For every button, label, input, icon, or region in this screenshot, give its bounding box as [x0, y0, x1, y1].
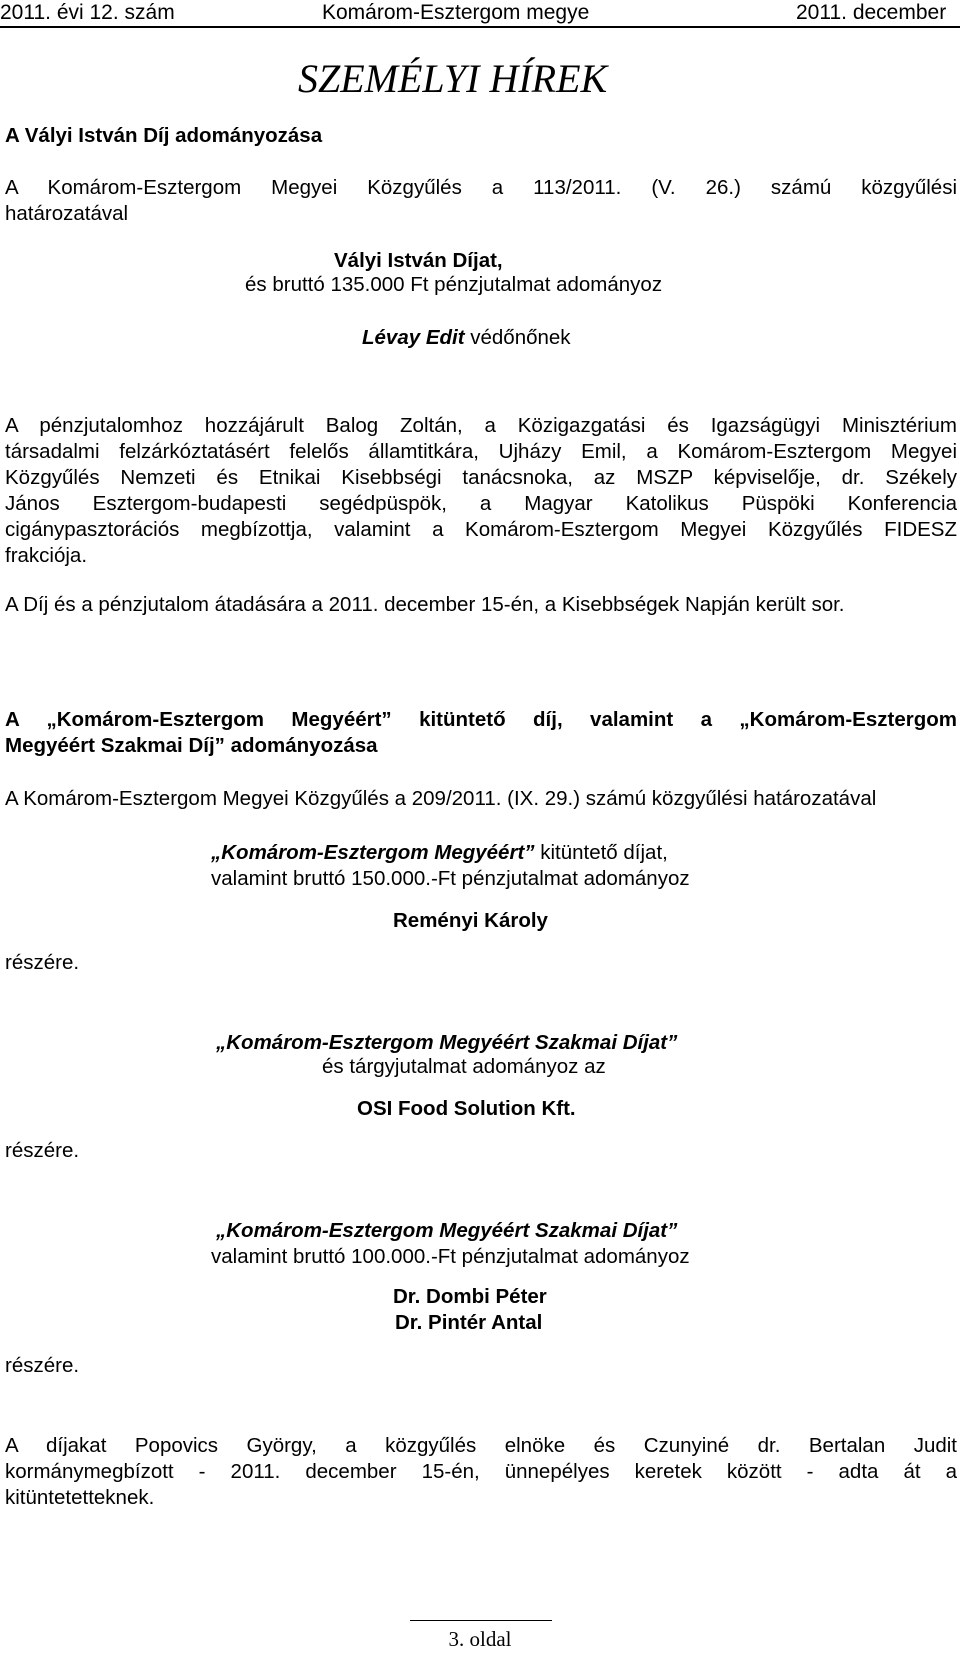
closing-line: kitüntetetteknek.: [5, 1486, 155, 1509]
page-header: [0, 0, 960, 28]
award1-recipient: Reményi Károly: [393, 909, 548, 932]
section2-heading-line1: A „Komárom-Esztergom Megyéért” kitüntető díj, valamint a „Komárom-Esztergom: [5, 708, 957, 731]
closing-line: kormánymegbízott - 2011. december 15-én, ünnepélyes keretek között - adta át a: [5, 1460, 957, 1483]
section1-intro-line1: A Komárom-Esztergom Megyei Közgyűlés a 113/2011. (V. 26.) számú közgyűlési: [5, 176, 957, 199]
para-line: János Esztergom-budapesti segédpüspök, a Magyar Katolikus Püspöki Konferencia: [5, 492, 957, 515]
closing-line: A díjakat Popovics György, a közgyűlés elnöke és Czunyiné dr. Bertalan Judit: [5, 1434, 957, 1457]
award3-amount: valamint bruttó 100.000.-Ft pénzjutalmat adományoz: [211, 1245, 690, 1268]
award1-name: „Komárom-Esztergom Megyéért”: [211, 841, 535, 864]
award2-amount: és tárgyjutalmat adományoz az: [322, 1055, 606, 1078]
footer-rule: [410, 1620, 552, 1621]
para-line: Közgyűlés Nemzeti és Etnikai Kisebbségi tanácsnoka, az MSZP képviselője, dr. Székely: [5, 466, 957, 489]
para-line: A pénzjutalomhoz hozzájárult Balog Zoltán, a Közigazgatási és Igazságügyi Minisztérium: [5, 414, 957, 437]
page-number: 3. oldal: [448, 1627, 512, 1651]
award1-suffix: kitüntető díjat,: [534, 841, 668, 864]
section2-heading-line2: Megyéért Szakmai Díj” adományozása: [5, 734, 378, 757]
award3-reszere: részére.: [5, 1354, 80, 1377]
recipient-role: védőnőnek: [464, 326, 571, 349]
award1-name-line: [211, 840, 668, 866]
header-rule: [0, 26, 960, 28]
recipient-line: [362, 325, 571, 351]
section1-heading: A Vályi István Díj adományozása: [5, 124, 323, 147]
award-name: Vályi István Díjat,: [334, 249, 503, 272]
section2-closing: [5, 1433, 957, 1511]
award2-recipient: OSI Food Solution Kft.: [357, 1097, 576, 1120]
award3-recipient1: Dr. Dombi Péter: [393, 1285, 547, 1308]
para-line: frakciója.: [5, 544, 88, 567]
para-line: cigánypasztorációs megbízottja, valamint a Komárom-Esztergom Megyei Közgyűlés FIDESZ: [5, 518, 957, 541]
award1-reszere: részére.: [5, 951, 80, 974]
section1-closing: A Díj és a pénzjutalom átadására a 2011. december 15-én, a Kisebbségek Napján került sor.: [5, 593, 845, 616]
award2-reszere: részére.: [5, 1139, 80, 1162]
recipient-name: Lévay Edit: [362, 326, 465, 349]
award2-name: „Komárom-Esztergom Megyéért Szakmai Díjat”: [216, 1031, 678, 1054]
header-issue: 2011. évi 12. szám: [0, 1, 175, 24]
award-amount: és bruttó 135.000 Ft pénzjutalmat adományoz: [245, 273, 663, 296]
page-title: SZEMÉLYI HÍREK: [298, 56, 608, 101]
para-line: társadalmi felzárkóztatásért felelős államtitkára, Ujházy Emil, a Komárom-Esztergom Megyei: [5, 440, 957, 463]
award3-name: „Komárom-Esztergom Megyéért Szakmai Díjat”: [216, 1219, 678, 1242]
section1-paragraph: [5, 413, 957, 569]
award3-recipient2: Dr. Pintér Antal: [395, 1311, 543, 1334]
header-county: Komárom-Esztergom megye: [322, 1, 590, 24]
award1-amount: valamint bruttó 150.000.-Ft pénzjutalmat adományoz: [211, 867, 690, 890]
header-date: 2011. december: [796, 1, 947, 24]
section2-intro: A Komárom-Esztergom Megyei Közgyűlés a 209/2011. (IX. 29.) számú közgyűlési határozatával: [5, 787, 877, 810]
section1-intro-line2: határozatával: [5, 202, 129, 225]
